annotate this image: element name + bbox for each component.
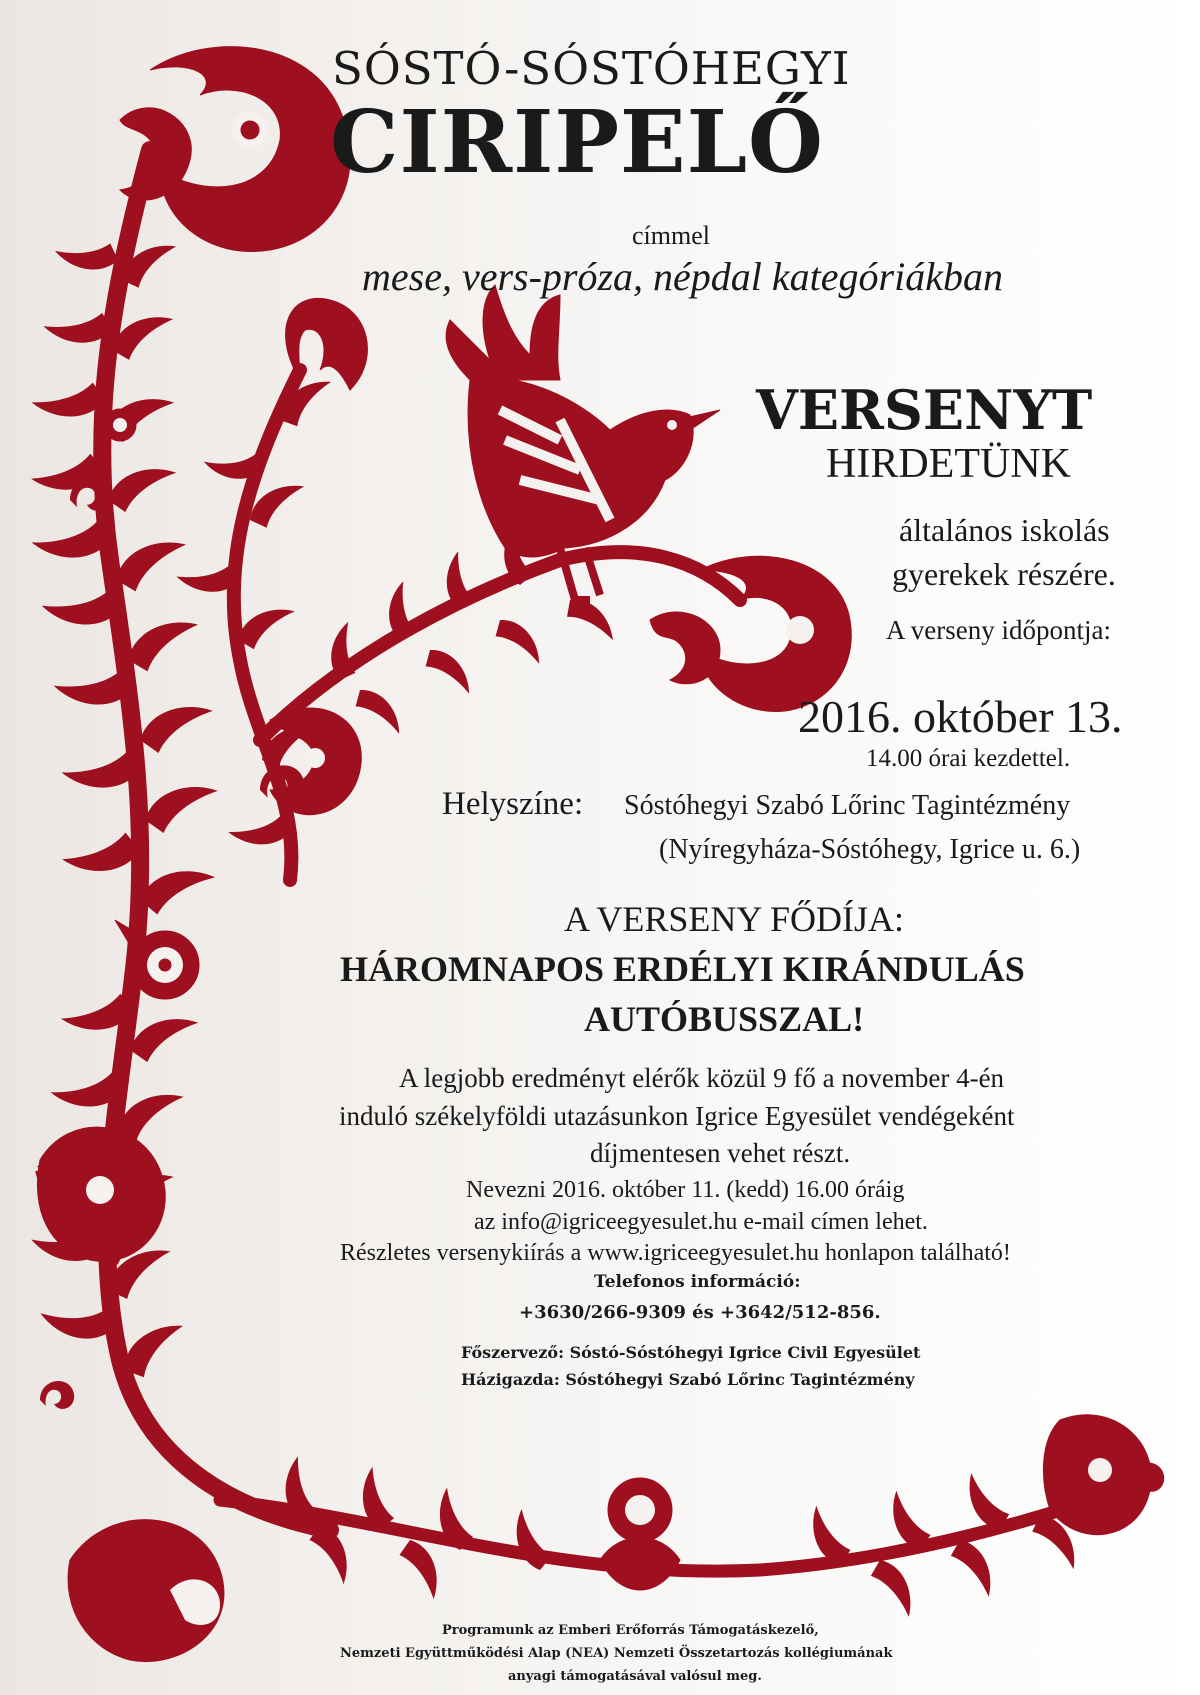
- hirdetunk-heading: HIRDETÜNK: [826, 441, 1071, 487]
- title-line-2: CIRIPELŐ: [330, 92, 824, 193]
- bird-illustration: [446, 285, 720, 600]
- versenyt-heading: VERSENYT: [756, 378, 1093, 442]
- phone-label: Telefonos információ:: [594, 1272, 801, 1292]
- footer-line-3: anyagi támogatásával valósul meg.: [508, 1669, 762, 1684]
- organizer-text: Főszervező: Sóstó-Sóstóhegyi Igrice Civil Egyesület: [461, 1343, 921, 1362]
- host-text: Házigazda: Sóstóhegyi Szabó Lőrinc Tagintézmény: [461, 1370, 915, 1389]
- venue-label: Helyszíne:: [442, 786, 584, 822]
- prize-description-line-3: díjmentesen vehet részt.: [590, 1138, 851, 1168]
- prize-transport: AUTÓBUSSZAL!: [584, 999, 865, 1039]
- prize-title: HÁROMNAPOS ERDÉLYI KIRÁNDULÁS: [340, 949, 1025, 989]
- prize-description-line-2: induló székelyföldi utazásunkon Igrice Egyesület vendégeként: [339, 1101, 1015, 1131]
- competition-date: 2016. október 13.: [798, 691, 1123, 742]
- venue-name: Sóstóhegyi Szabó Lőrinc Tagintézmény: [624, 790, 1071, 821]
- entry-website: Részletes versenykiírás a www.igriceegyesulet.hu honlapon található!: [340, 1240, 1011, 1266]
- entry-deadline: Nevezni 2016. október 11. (kedd) 16.00 óráig: [466, 1177, 905, 1203]
- audience-line-1: általános iskolás: [899, 512, 1110, 548]
- date-label: A verseny időpontja:: [886, 615, 1111, 645]
- footer-line-1: Programunk az Emberi Erőforrás Támogatáskezelő,: [442, 1623, 819, 1638]
- prize-description-line-1: A legjobb eredményt elérők közül 9 fő a november 4-én: [399, 1063, 1005, 1093]
- entry-email: az info@igriceegyesulet.hu e-mail címen lehet.: [474, 1209, 928, 1235]
- cimmel-text: címmel: [632, 221, 710, 250]
- venue-address: (Nyíregyháza-Sóstóhegy, Igrice u. 6.): [659, 834, 1081, 865]
- audience-line-2: gyerekek részére.: [892, 556, 1116, 592]
- start-time: 14.00 órai kezdettel.: [866, 745, 1071, 772]
- prize-heading: A VERSENY FŐDÍJA:: [564, 899, 905, 939]
- phone-numbers: +3630/266-9309 és +3642/512-856.: [519, 1302, 881, 1323]
- footer-line-2: Nemzeti Együttműködési Alap (NEA) Nemzeti Összetartozás kollégiumának: [340, 1646, 893, 1661]
- categories-text: mese, vers-próza, népdal kategóriákban: [362, 254, 1003, 299]
- title-line-1: SÓSTÓ-SÓSTÓHEGYI: [332, 42, 851, 95]
